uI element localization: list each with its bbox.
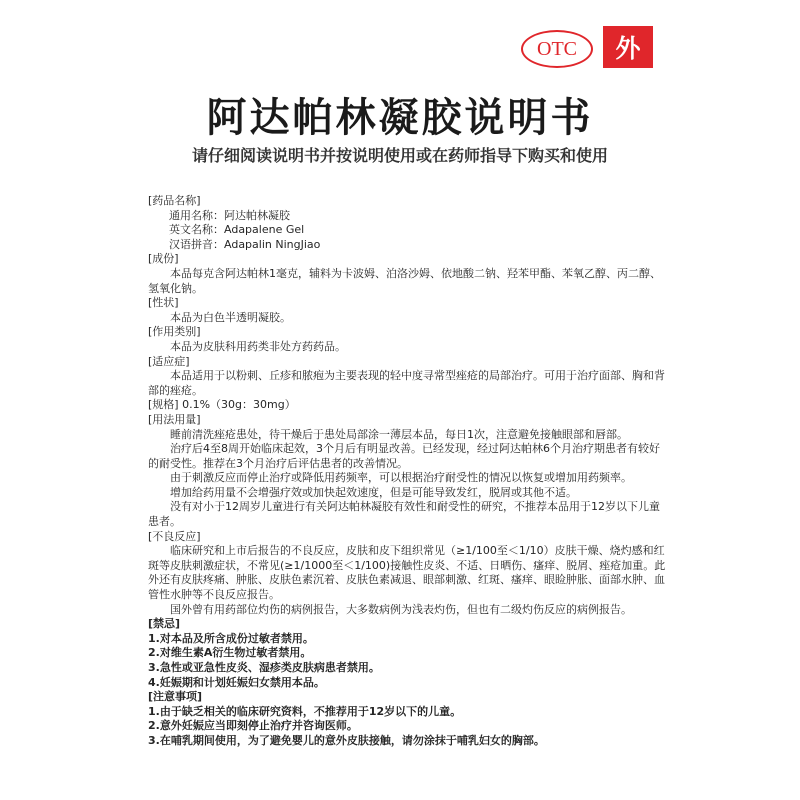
dosage-paragraph: 由于刺激反应而停止治疗或降低用药频率，可以根据治疗耐受性的情况以恢复或增加用药频率。 (170, 471, 632, 485)
category-text: 本品为皮肤科用药类非处方药药品。 (170, 339, 346, 353)
properties-text: 本品为白色半透明凝胶。 (170, 310, 291, 324)
section-header-adverse-reactions: [不良反应] (148, 529, 201, 543)
contraindication-item: 1.对本品及所含成份过敏者禁用。 (148, 631, 314, 645)
leaflet-body (148, 194, 670, 749)
section-header-category: [作用类别] (148, 325, 201, 339)
generic-name: 通用名称：阿达帕林凝胶 (169, 208, 290, 222)
section-header-precautions: [注意事项] (148, 690, 203, 704)
external-use-badge: 外 (603, 26, 653, 68)
english-name: 英文名称：Adapalene Gel (169, 223, 305, 237)
section-header-drug-name: [药品名称] (148, 194, 201, 207)
page-subtitle: 请仔细阅读说明书并按说明使用或在药师指导下购买和使用 (191, 146, 608, 165)
dosage-paragraph: 增加给药用量不会增强疗效或加快起效速度，但是可能导致发红，脱屑或其他不适。 (170, 485, 577, 499)
precaution-item: 3.在哺乳期间使用，为了避免婴儿的意外皮肤接触，请勿涂抹于哺乳妇女的胸部。 (148, 733, 545, 747)
dosage-paragraph: 治疗后4至8周开始临床起效，3个月后有明显改善。已经发现，经过阿达帕林6个月治疗期患者有较好的耐受性。推荐在3个月治疗后评估患者的改善情况。 (148, 442, 660, 470)
section-header-dosage: [用法用量] (148, 412, 201, 426)
page-title: 阿达帕林凝胶说明书 (206, 95, 594, 141)
section-header-indications: [适应症] (148, 354, 190, 368)
section-header-contraindications: [禁忌] (148, 617, 181, 631)
precaution-item: 1.由于缺乏相关的临床研究资料，不推荐用于12岁以下的儿童。 (148, 704, 462, 718)
pinyin-name: 汉语拼音：Adapalin NingJiao (169, 237, 321, 251)
specification: [规格] 0.1%（30g：30mg） (148, 398, 296, 412)
contraindication-item: 4.妊娠期和计划妊娠妇女禁用本品。 (148, 675, 325, 689)
contraindication-item: 2.对维生素A衍生物过敏者禁用。 (148, 646, 312, 660)
indications-text: 本品适用于以粉刺、丘疹和脓疱为主要表现的轻中度寻常型痤疮的局部治疗。可用于治疗面部、胸和背部的痤疮。 (148, 369, 665, 397)
adverse-paragraph: 临床研究和上市后报告的不良反应，皮肤和皮下组织常见（≥1/100至＜1/10）皮肤干燥、烧灼感和红斑等皮肤刺激症状，不常见(≥1/1000至＜1/100)接触性皮炎、不适、日晒伤、瘙痒、脱屑、痤疮加重。此外还有皮肤疼痛、肿胀、皮肤色素沉着、皮肤色素减退、眼部刺激、红斑、瘙痒、眼睑肿胀、面部水肿、血管性水肿等不良反应报告。 (148, 544, 666, 602)
ingredients-text: 本品每克含阿达帕林1毫克，辅料为卡波姆、泊洛沙姆、依地酸二钠、羟苯甲酯、苯氧乙醇、丙二醇、氢氧化钠。 (148, 266, 661, 295)
section-header-ingredients: [成份] (148, 252, 179, 266)
dosage-paragraph: 睡前清洗痤疮患处，待干燥后于患处局部涂一薄层本品，每日1次，注意避免接触眼部和唇部。 (170, 427, 628, 441)
precaution-item: 2.意外妊娠应当即刻停止治疗并咨询医师。 (148, 719, 358, 733)
dosage-paragraph: 没有对小于12周岁儿童进行有关阿达帕林凝胶有效性和耐受性的研究，不推荐本品用于12岁以下儿童患者。 (148, 500, 660, 529)
contraindication-item: 3.急性或亚急性皮炎、湿疹类皮肤病患者禁用。 (148, 661, 380, 674)
adverse-paragraph: 国外曾有用药部位灼伤的病例报告，大多数病例为浅表灼伤，但也有二级灼伤反应的病例报告。 (170, 602, 632, 616)
section-header-properties: [性状] (148, 296, 179, 310)
otc-badge: OTC (521, 30, 593, 68)
